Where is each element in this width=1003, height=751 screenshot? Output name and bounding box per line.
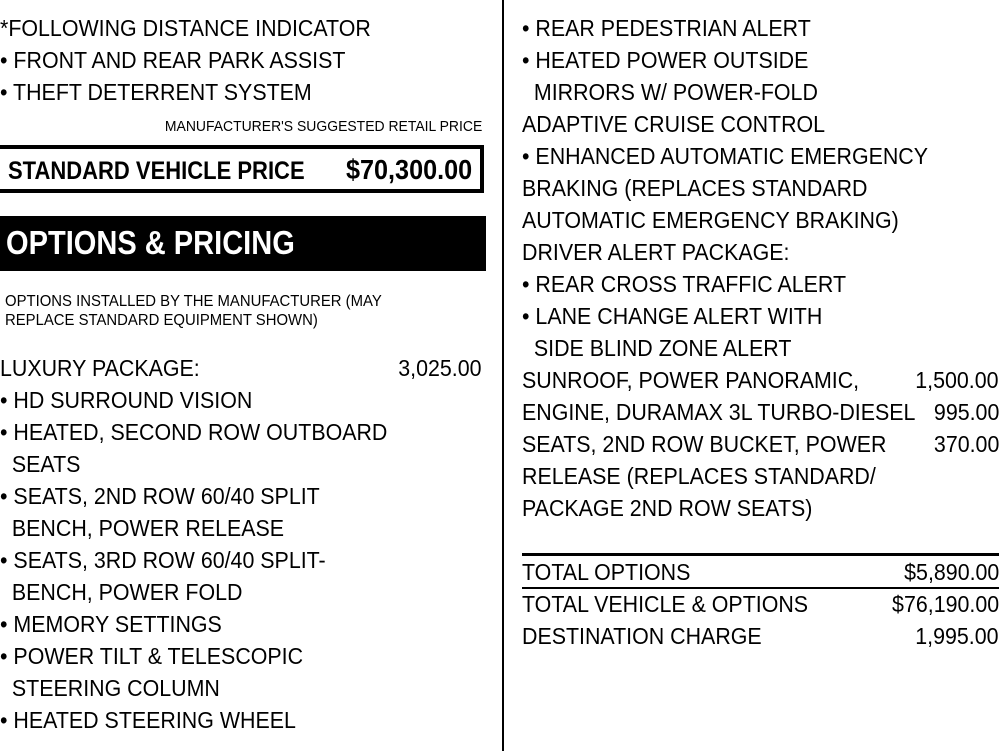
feature-line: PACKAGE 2ND ROW SEATS) (522, 495, 813, 521)
priced-item-price: 370.00 (933, 431, 999, 457)
package-line: • HEATED STEERING WHEEL (0, 707, 296, 733)
package-line: • SEATS, 2ND ROW 60/40 SPLIT (0, 483, 320, 509)
total-options-label: TOTAL OPTIONS (522, 559, 691, 585)
feature-line: SIDE BLIND ZONE ALERT (522, 335, 792, 361)
standard-price-value: $70,300.00 (345, 154, 472, 185)
package-line: • HD SURROUND VISION (0, 387, 253, 413)
destination-charge-value: 1,995.00 (915, 623, 999, 649)
package-line: BENCH, POWER FOLD (0, 579, 243, 605)
feature-line: • HEATED POWER OUTSIDE (522, 47, 809, 73)
feature-line: • ENHANCED AUTOMATIC EMERGENCY (522, 143, 929, 169)
package-label: LUXURY PACKAGE: (0, 355, 200, 381)
package-line: STEERING COLUMN (0, 675, 220, 701)
feature-line: BRAKING (REPLACES STANDARD (522, 175, 868, 201)
priced-item-price: 995.00 (933, 399, 999, 425)
feature-line: • FRONT AND REAR PARK ASSIST (0, 47, 346, 73)
package-line: BENCH, POWER RELEASE (0, 515, 285, 541)
left-column (0, 0, 490, 751)
feature-line: • REAR CROSS TRAFFIC ALERT (522, 271, 847, 297)
package-line: • HEATED, SECOND ROW OUTBOARD (0, 419, 388, 445)
msrp-label: MANUFACTURER'S SUGGESTED RETAIL PRICE (164, 118, 482, 135)
total-options-value: $5,890.00 (903, 559, 999, 585)
feature-line: *FOLLOWING DISTANCE INDICATOR (0, 15, 371, 41)
package-line: • MEMORY SETTINGS (0, 611, 222, 637)
package-price: 3,025.00 (398, 355, 482, 381)
priced-item-label: SUNROOF, POWER PANORAMIC, (522, 367, 860, 393)
feature-line: • REAR PEDESTRIAN ALERT (522, 15, 811, 41)
total-vehicle-value: $76,190.00 (891, 591, 999, 617)
priced-item-label: SEATS, 2ND ROW BUCKET, POWER (522, 431, 887, 457)
feature-line: ADAPTIVE CRUISE CONTROL (522, 111, 826, 137)
destination-charge-label: DESTINATION CHARGE (522, 623, 762, 649)
package-line: • POWER TILT & TELESCOPIC (0, 643, 304, 669)
feature-line: DRIVER ALERT PACKAGE: (522, 239, 790, 265)
priced-item-label: ENGINE, DURAMAX 3L TURBO-DIESEL (522, 399, 916, 425)
standard-price-box (0, 145, 484, 193)
column-divider (502, 0, 504, 751)
options-header-bar (0, 216, 486, 271)
feature-line: MIRRORS W/ POWER-FOLD (522, 79, 818, 105)
feature-line: RELEASE (REPLACES STANDARD/ (522, 463, 876, 489)
feature-line: • THEFT DETERRENT SYSTEM (0, 79, 312, 105)
feature-line: AUTOMATIC EMERGENCY BRAKING) (522, 207, 899, 233)
package-line: • SEATS, 3RD ROW 60/40 SPLIT- (0, 547, 326, 573)
package-line: SEATS (0, 451, 81, 477)
standard-price-label: STANDARD VEHICLE PRICE (8, 157, 305, 185)
options-title: OPTIONS & PRICING (6, 224, 295, 261)
priced-item-price: 1,500.00 (915, 367, 999, 393)
right-column (514, 0, 1003, 751)
total-vehicle-label: TOTAL VEHICLE & OPTIONS (522, 591, 809, 617)
options-note: OPTIONS INSTALLED BY THE MANUFACTURER (MAY REPLACE STANDARD EQUIPMENT SHOWN) (5, 293, 382, 329)
feature-line: • LANE CHANGE ALERT WITH (522, 303, 823, 329)
